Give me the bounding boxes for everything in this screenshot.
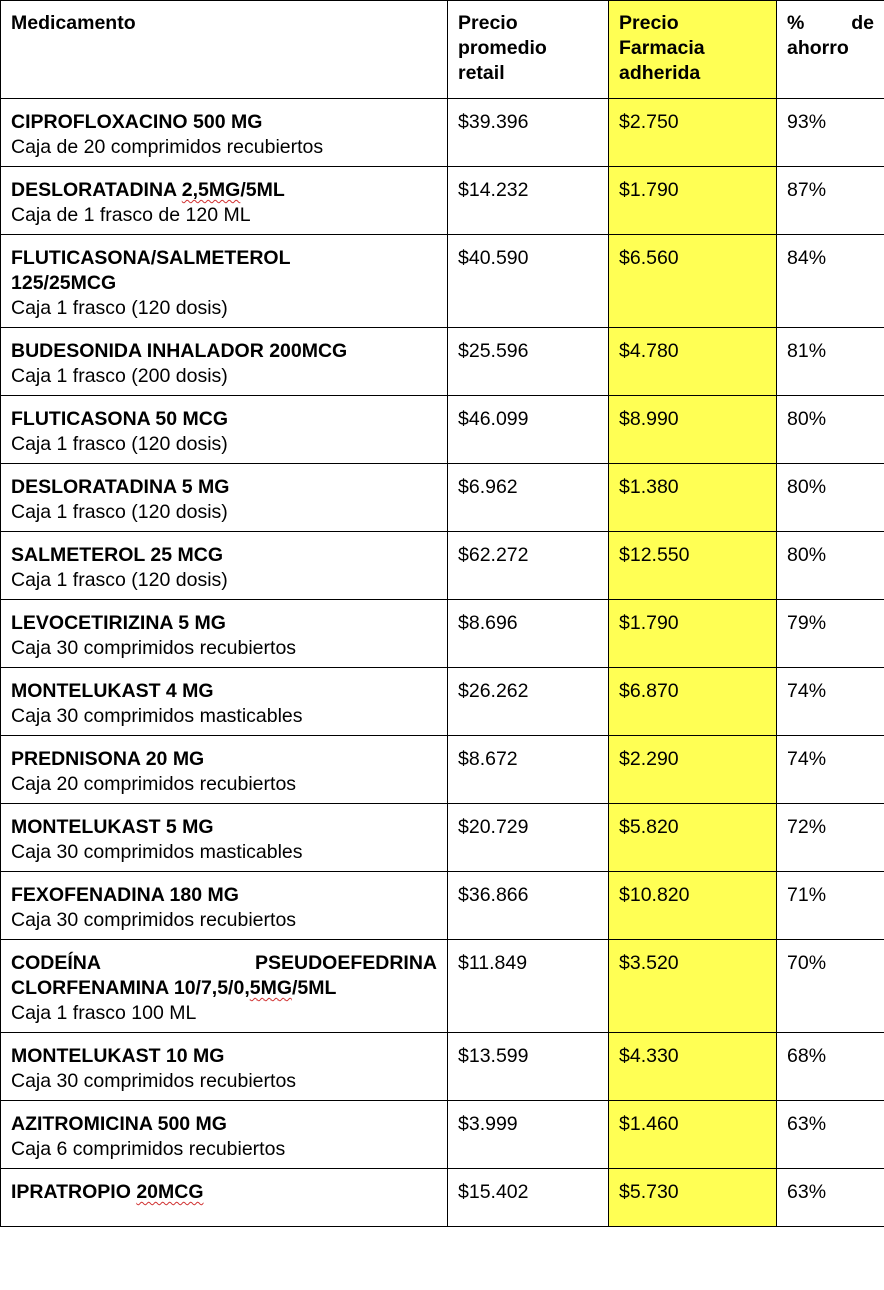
- drug-package: Caja 1 frasco 100 ML: [11, 1002, 197, 1024]
- retail-price: $13.599: [448, 1033, 609, 1101]
- drug-name-spellcheck-part: 2,5MG: [181, 179, 241, 201]
- drug-cell: [1, 1169, 448, 1227]
- adherida-price: $4.780: [609, 328, 777, 396]
- header-ahorro-line1: % de: [787, 12, 874, 34]
- retail-price: $15.402: [448, 1169, 609, 1227]
- drug-name: MONTELUKAST 4 MG: [11, 680, 214, 702]
- table-row: [1, 668, 884, 736]
- table-row: [1, 396, 884, 464]
- drug-name: LEVOCETIRIZINA 5 MG: [11, 612, 226, 634]
- savings-percent: 74%: [777, 668, 884, 736]
- retail-price: $20.729: [448, 804, 609, 872]
- adherida-price: $1.380: [609, 464, 777, 532]
- drug-package: Caja 1 frasco (120 dosis): [11, 501, 228, 523]
- table-row: [1, 167, 884, 235]
- savings-percent: 74%: [777, 736, 884, 804]
- drug-name: [11, 178, 437, 203]
- table-row: [1, 532, 884, 600]
- table-row: [1, 804, 884, 872]
- drug-name: BUDESONIDA INHALADOR 200MCG: [11, 340, 348, 362]
- drug-cell: [1, 1033, 448, 1101]
- retail-price: $6.962: [448, 464, 609, 532]
- header-medicamento: Medicamento: [1, 1, 448, 99]
- adherida-price: $6.870: [609, 668, 777, 736]
- drug-name: PREDNISONA 20 MG: [11, 748, 205, 770]
- retail-price: $8.696: [448, 600, 609, 668]
- drug-name-line1: FLUTICASONA/SALMETEROL: [11, 247, 291, 269]
- table-row: [1, 600, 884, 668]
- adherida-price: $12.550: [609, 532, 777, 600]
- adherida-price: $8.990: [609, 396, 777, 464]
- savings-percent: 87%: [777, 167, 884, 235]
- drug-package: Caja 1 frasco (120 dosis): [11, 433, 228, 455]
- adherida-price: $2.290: [609, 736, 777, 804]
- drug-package: Caja de 1 frasco de 120 ML: [11, 204, 251, 226]
- drug-cell: [1, 872, 448, 940]
- header-precio-adherida: Precio Farmacia adherida: [609, 1, 777, 99]
- drug-package: Caja 30 comprimidos recubiertos: [11, 637, 297, 659]
- adherida-price: $4.330: [609, 1033, 777, 1101]
- drug-name: MONTELUKAST 5 MG: [11, 816, 214, 838]
- adherida-price: $2.750: [609, 99, 777, 167]
- drug-cell: [1, 99, 448, 167]
- drug-cell: [1, 167, 448, 235]
- savings-percent: 80%: [777, 464, 884, 532]
- drug-name-spellcheck-part: 20MCG: [136, 1181, 204, 1203]
- drug-package: Caja 1 frasco (120 dosis): [11, 297, 228, 319]
- drug-name: SALMETEROL 25 MCG: [11, 544, 223, 566]
- drug-name-line1: CODEÍNA PSEUDOEFEDRINA: [11, 952, 437, 974]
- drug-package: Caja 30 comprimidos masticables: [11, 705, 303, 727]
- adherida-price: $1.790: [609, 167, 777, 235]
- retail-price: $8.672: [448, 736, 609, 804]
- savings-percent: 81%: [777, 328, 884, 396]
- header-precio-retail: Precio promedio retail: [448, 1, 609, 99]
- adherida-price: $3.520: [609, 940, 777, 1033]
- drug-cell: [1, 464, 448, 532]
- table-row: [1, 736, 884, 804]
- drug-name: CIPROFLOXACINO 500 MG: [11, 111, 263, 133]
- table-row: [1, 872, 884, 940]
- savings-percent: 80%: [777, 532, 884, 600]
- drug-name-part: IPRATROPIO: [11, 1181, 137, 1203]
- adherida-price: $10.820: [609, 872, 777, 940]
- drug-name-part: CLORFENAMINA 10/7,5/0,: [11, 977, 250, 999]
- adherida-price: $5.730: [609, 1169, 777, 1227]
- savings-percent: 93%: [777, 99, 884, 167]
- drug-cell: [1, 328, 448, 396]
- table-row: [1, 1169, 884, 1227]
- retail-price: $25.596: [448, 328, 609, 396]
- savings-percent: 63%: [777, 1169, 884, 1227]
- retail-price: $26.262: [448, 668, 609, 736]
- drug-cell: [1, 668, 448, 736]
- table-row: [1, 464, 884, 532]
- savings-percent: 79%: [777, 600, 884, 668]
- drug-name: DESLORATADINA 5 MG: [11, 476, 230, 498]
- table-row: [1, 328, 884, 396]
- drug-cell: [1, 600, 448, 668]
- retail-price: $40.590: [448, 235, 609, 328]
- adherida-price: $5.820: [609, 804, 777, 872]
- drug-package: Caja 30 comprimidos masticables: [11, 841, 303, 863]
- drug-name-part: /5ML: [240, 179, 285, 201]
- drug-name-part: /5ML: [292, 977, 337, 999]
- drug-package: Caja 30 comprimidos recubiertos: [11, 909, 297, 931]
- drug-name-part: DESLORATADINA: [11, 179, 182, 201]
- drug-name: AZITROMICINA 500 MG: [11, 1113, 227, 1135]
- drug-name: FLUTICASONA 50 MCG: [11, 408, 229, 430]
- header-ahorro: [777, 1, 884, 99]
- drug-package: Caja 20 comprimidos recubiertos: [11, 773, 297, 795]
- drug-name: MONTELUKAST 10 MG: [11, 1045, 225, 1067]
- adherida-price: $1.460: [609, 1101, 777, 1169]
- drug-name-line2: 125/25MCG: [11, 272, 117, 294]
- retail-price: $3.999: [448, 1101, 609, 1169]
- table-row: [1, 940, 884, 1033]
- drug-cell: [1, 235, 448, 328]
- drug-package: Caja de 20 comprimidos recubiertos: [11, 136, 324, 158]
- drug-cell: [1, 804, 448, 872]
- drug-cell: [1, 396, 448, 464]
- drug-name-spellcheck-part: 5MG: [249, 977, 293, 999]
- header-ahorro-line2: ahorro: [787, 37, 849, 59]
- savings-percent: 68%: [777, 1033, 884, 1101]
- retail-price: $46.099: [448, 396, 609, 464]
- drug-package: Caja 1 frasco (120 dosis): [11, 569, 228, 591]
- retail-price: $39.396: [448, 99, 609, 167]
- table-row: [1, 99, 884, 167]
- table-row: [1, 1033, 884, 1101]
- retail-price: $62.272: [448, 532, 609, 600]
- drug-cell: [1, 940, 448, 1033]
- savings-percent: 71%: [777, 872, 884, 940]
- drug-name: [11, 246, 437, 296]
- drug-cell: [1, 1101, 448, 1169]
- drug-package: Caja 6 comprimidos recubiertos: [11, 1138, 286, 1160]
- savings-percent: 80%: [777, 396, 884, 464]
- savings-percent: 63%: [777, 1101, 884, 1169]
- drug-cell: [1, 736, 448, 804]
- retail-price: $11.849: [448, 940, 609, 1033]
- adherida-price: $6.560: [609, 235, 777, 328]
- retail-price: $36.866: [448, 872, 609, 940]
- savings-percent: 72%: [777, 804, 884, 872]
- table-row: [1, 235, 884, 328]
- table-header-row: [1, 1, 884, 99]
- table-row: [1, 1101, 884, 1169]
- drug-package: Caja 30 comprimidos recubiertos: [11, 1070, 297, 1092]
- drug-name: [11, 951, 437, 1001]
- retail-price: $14.232: [448, 167, 609, 235]
- savings-percent: 84%: [777, 235, 884, 328]
- drug-name: FEXOFENADINA 180 MG: [11, 884, 239, 906]
- drug-name: [11, 1180, 437, 1205]
- savings-percent: 70%: [777, 940, 884, 1033]
- drug-package: Caja 1 frasco (200 dosis): [11, 365, 228, 387]
- drug-cell: [1, 532, 448, 600]
- adherida-price: $1.790: [609, 600, 777, 668]
